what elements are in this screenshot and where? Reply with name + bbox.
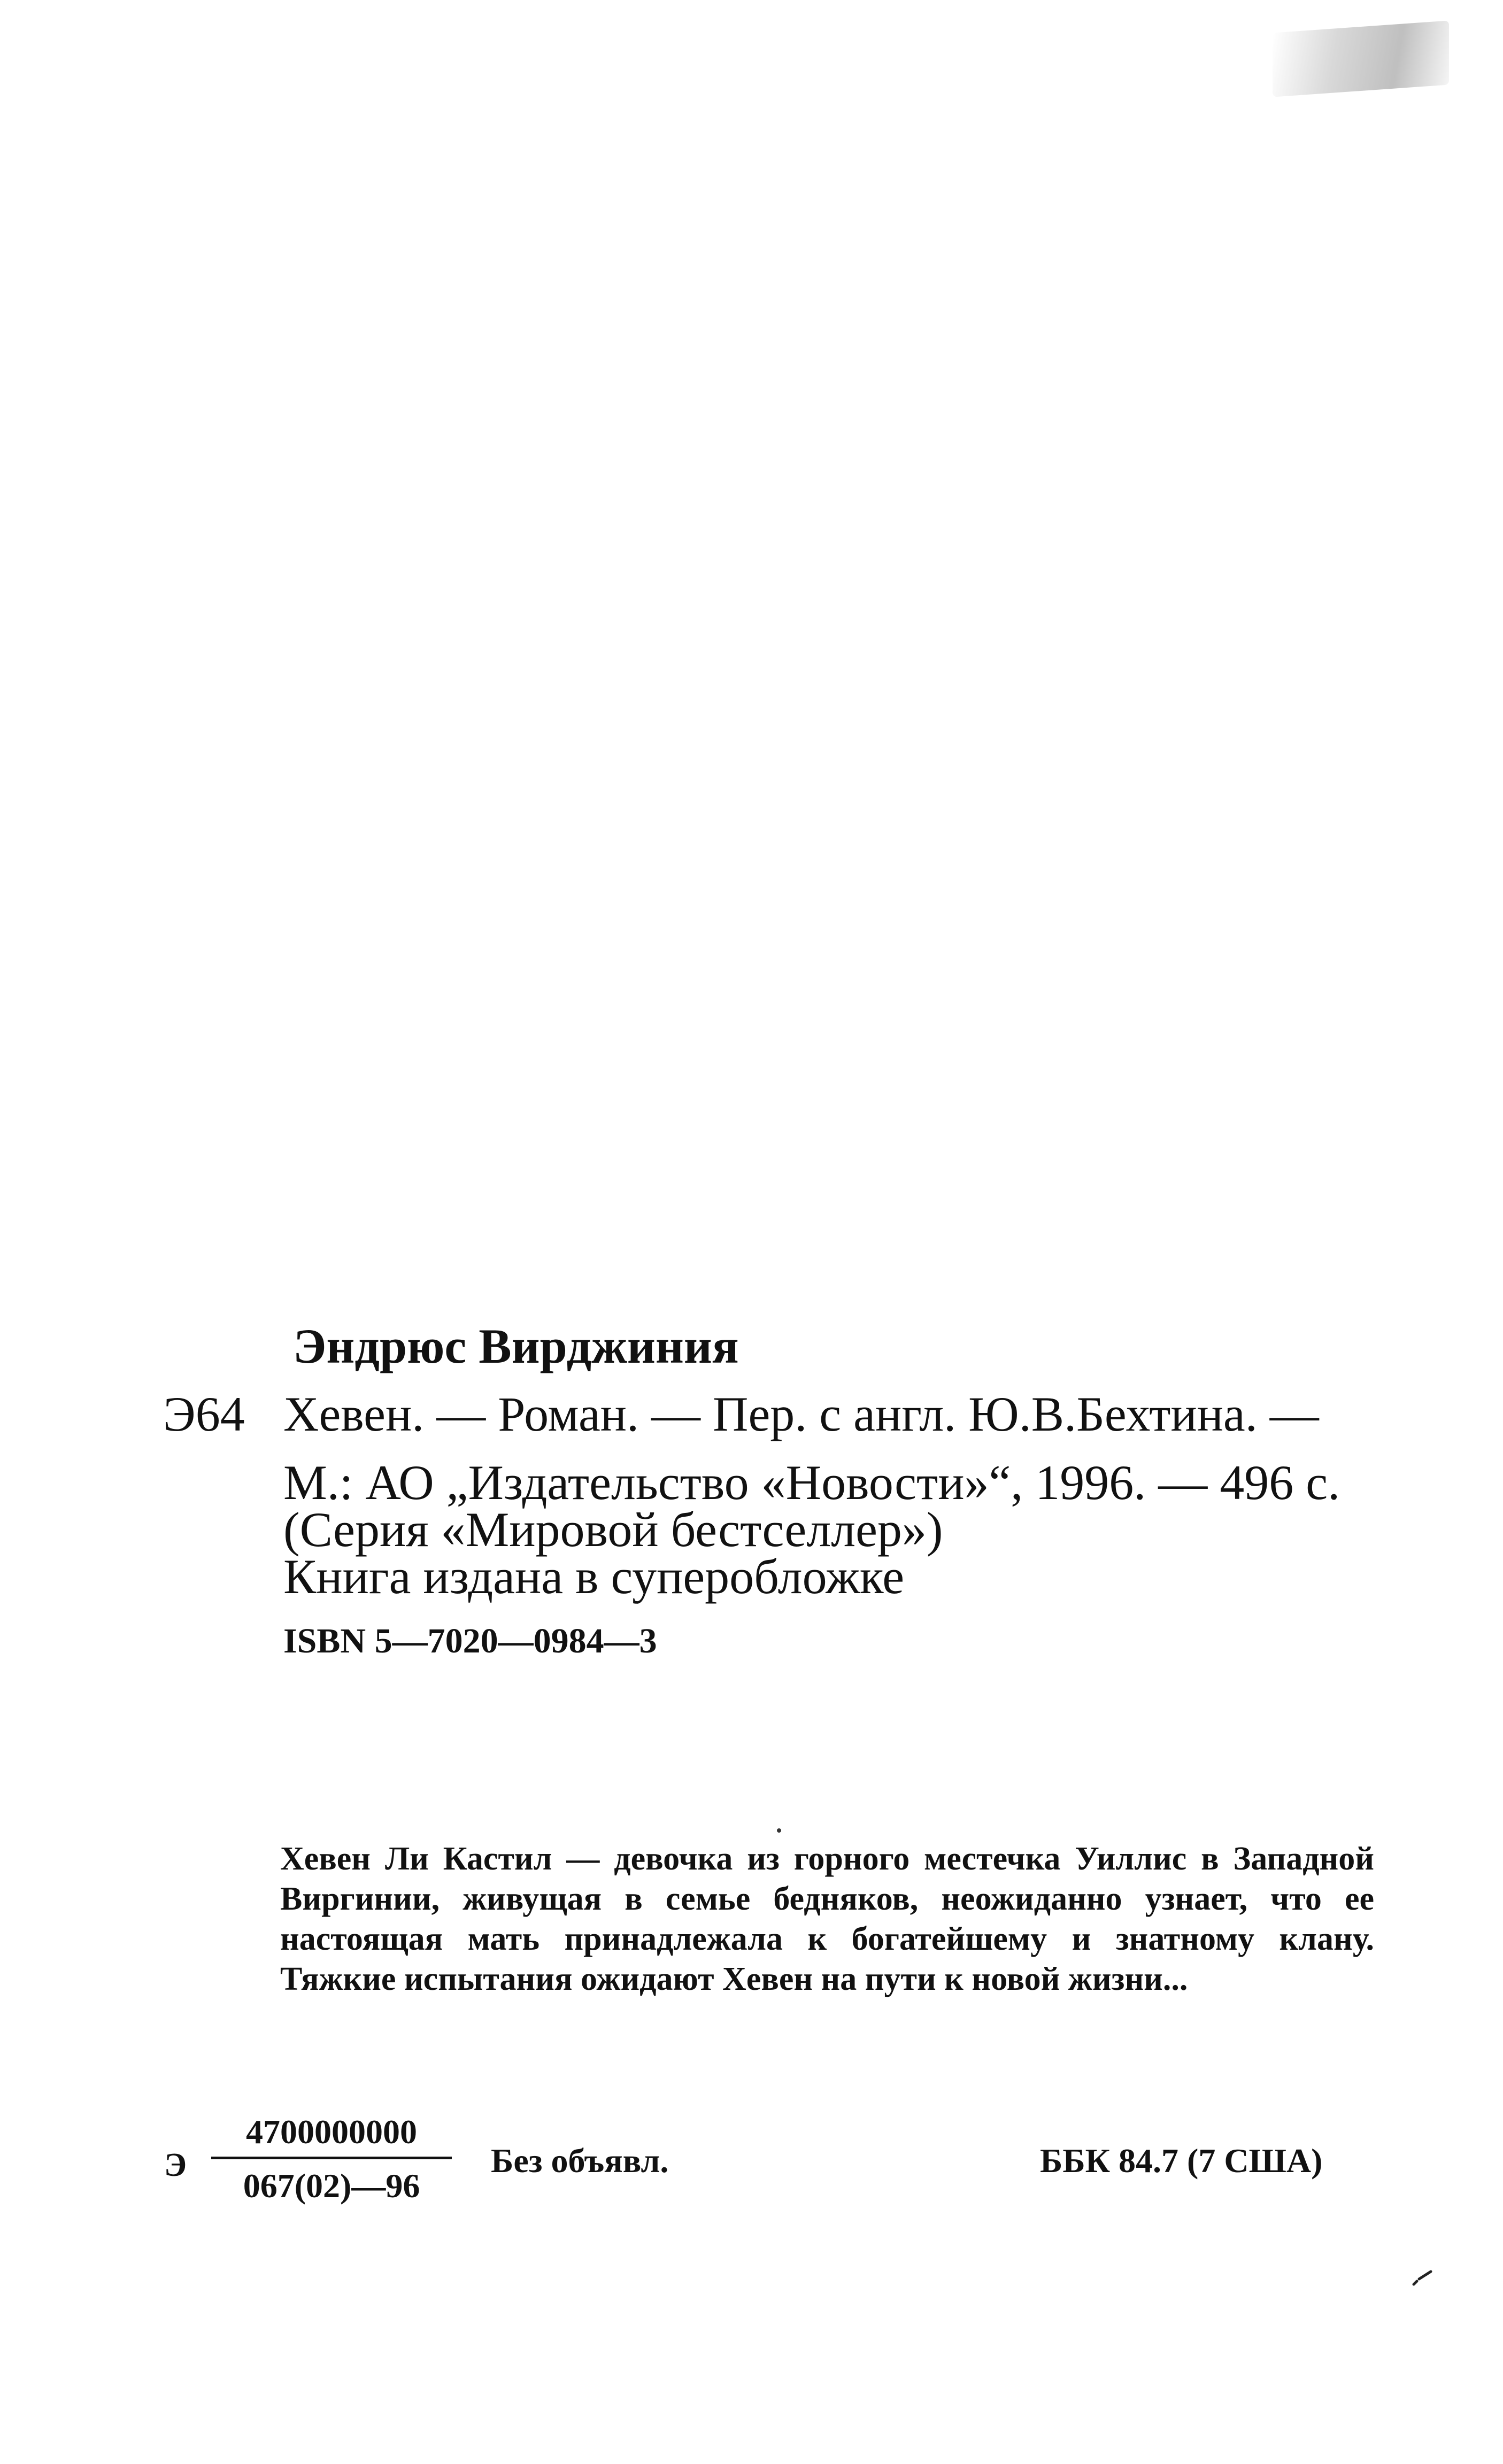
annotation: [280, 1839, 1374, 1999]
publisher-line: М.: АО „Издательство «Новости»“, 1996. — 496 с.: [283, 1455, 1340, 1510]
title-line: Хевен. — Роман. — Пер. с англ. Ю.В.Бехтина. —: [283, 1387, 1319, 1441]
scan-smudge: [1273, 20, 1449, 97]
author-name: Эндрюс Вирджиния: [293, 1319, 739, 1373]
annotation-text: Хевен Ли Кастил — девочка из горного местечка Уиллис в Западной Виргинии, живущая в семье бедняков, неожиданно узнает, что ее настоящая мать принадлежала к богатейшему и знатному клану. Тяжкие испытания ожидают Хевен на пути к новой жизни...: [280, 1841, 1374, 1997]
bbk-code: ББК 84.7 (7 США): [1040, 2142, 1323, 2180]
cover-note-line: Книга издана в суперобложке: [283, 1549, 905, 1604]
index-letter: Э: [164, 2147, 187, 2183]
price-note: Без объявл.: [491, 2142, 669, 2180]
catalog-code: Э64: [163, 1387, 245, 1441]
pen-mark-icon: [1412, 2269, 1433, 2287]
price-fraction: [211, 2111, 452, 2207]
fraction-numerator: 4700000000: [246, 2113, 417, 2151]
fraction-denominator: 067(02)—96: [243, 2167, 420, 2205]
isbn: ISBN 5—7020—0984—3: [283, 1621, 657, 1660]
series-line: (Серия «Мировой бестселлер»): [283, 1502, 943, 1557]
fraction-bar: [211, 2157, 452, 2159]
print-dot: [777, 1828, 781, 1833]
